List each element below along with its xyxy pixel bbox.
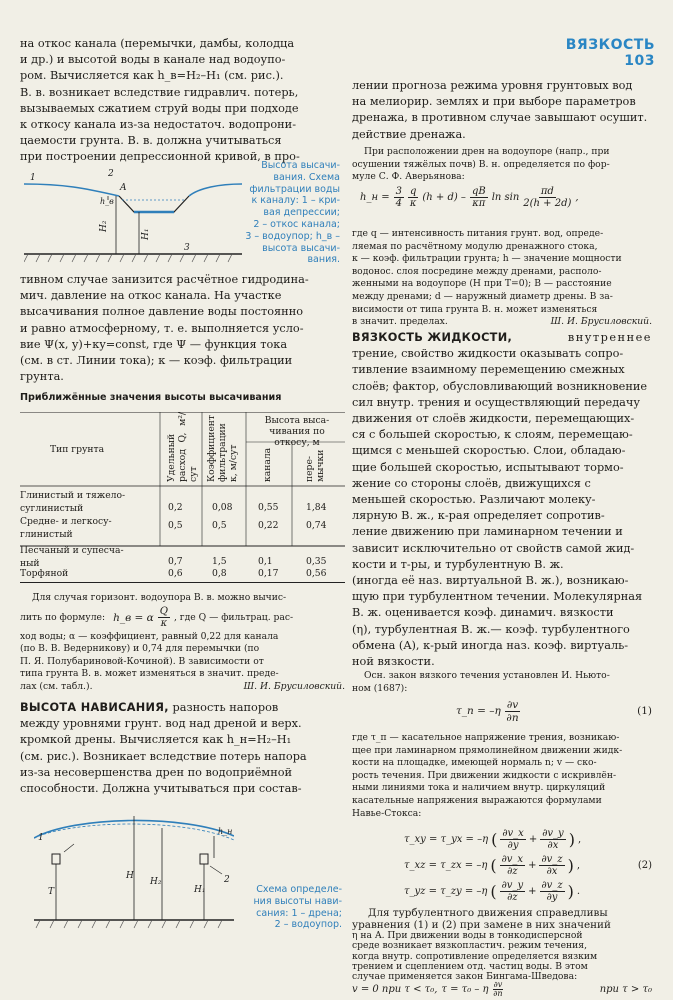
col-header-group: Высота выса- чивания по откосу, м xyxy=(264,415,330,448)
caption-line: Схема определе- xyxy=(256,884,342,895)
cell-canal: 0,1 xyxy=(258,556,273,567)
text-line: вие Ψ(x, y)+κy=const, где Ψ — функция тока xyxy=(20,337,288,351)
cell-q: 0,5 xyxy=(168,520,183,531)
text-line: между уровнями грунт. вод над дреной и верх. xyxy=(20,717,302,731)
text-line: меньшей скоростью. Различают молеку- xyxy=(352,493,596,507)
fraction-den: 4 xyxy=(395,198,402,209)
text-line: действие дренажа. xyxy=(352,127,466,141)
formula-part: при τ > τ₀ xyxy=(599,983,652,995)
newton-formula xyxy=(352,696,652,726)
formula-part: τ = τ₀ – η xyxy=(441,983,489,995)
text-line: цаемости грунта. В. в. должна учитываться xyxy=(20,134,282,148)
fraction xyxy=(493,981,504,998)
text-line: при построении депрессионной кривой, в про- xyxy=(20,150,300,164)
text-line: дренажа, в противном случае завышают осушит. xyxy=(352,111,648,125)
text-line: ся с большей скоростью, к слоям, перемещаю- xyxy=(352,428,633,442)
left-paragraph-2 xyxy=(20,272,345,385)
text-line: среде возникает вязкопластич. режим течения, xyxy=(352,940,588,952)
text-line: обмена (A), к-рый иногда наз. коэф. виртуаль- xyxy=(352,638,629,652)
author-signature: Ш. И. Брусиловский. xyxy=(550,316,652,328)
text-line: Осн. закон вязкого течения установлен И. Ньюто- xyxy=(364,670,610,681)
figure-label: 2 xyxy=(108,169,114,179)
text-line: ром. Вычисляется как h_в=H₂–H₁ (см. рис.). xyxy=(20,69,284,83)
table-row xyxy=(20,545,160,570)
bingham-formula xyxy=(352,980,652,998)
col-header-pere: пере- мычки xyxy=(304,449,326,482)
text-line: и др.) и высотой воды в канале над водоупо- xyxy=(20,53,286,67)
text-line: трение, свойство жидкости оказывать сопро- xyxy=(352,347,624,361)
text-line: женными на водоупоре (H при T=0); B — расстояние xyxy=(352,278,612,290)
caption-line: ния высоты нави- xyxy=(253,895,342,907)
text-line: (η), турбулентная В. ж.— коэф. турбулентного xyxy=(352,622,630,636)
period: . xyxy=(576,885,581,897)
text-line: ляемая по расчётному модулю дренажного стока, xyxy=(352,240,598,252)
left-paragraph-1 xyxy=(20,36,345,166)
fraction-den: ∂x xyxy=(546,865,558,877)
text-line: уравнения (1) и (2) при замене в них значений xyxy=(352,918,611,931)
text-line: трением и сцеплением отд. частиц воды. В этом xyxy=(352,960,588,972)
fraction-num: Q xyxy=(159,606,168,618)
comma: , xyxy=(576,859,580,871)
text-line: на откос канала (перемычки, дамбы, колодца xyxy=(20,37,295,50)
figure-label: 3 xyxy=(184,243,190,253)
text-line: тивном случае занизится расчётное гидродина- xyxy=(20,273,309,286)
caption-line: 2 – откос канала; xyxy=(253,218,340,230)
plus-sign: + xyxy=(528,859,537,871)
navier-stokes-formulas xyxy=(352,826,652,904)
cell-type: суглинистый xyxy=(20,502,84,514)
fraction-den: ∂z xyxy=(507,865,518,877)
text-line: разность напоров xyxy=(172,701,279,714)
text-line: щие большей скоростью, испытывают тормо- xyxy=(352,460,624,474)
cell-type: Глинистый и тяжело- xyxy=(20,490,126,501)
fraction-num: ∂v_x xyxy=(501,853,524,865)
fraction-den: ∂y xyxy=(507,839,519,851)
formula-lhs: τ_xy = τ_yx = –η xyxy=(404,833,489,845)
paren-open: ( xyxy=(491,829,498,849)
fraction-den: κ xyxy=(160,618,168,630)
cell-k: 0,08 xyxy=(212,502,233,513)
cell-canal: 0,22 xyxy=(258,520,279,531)
fraction-den: ∂z xyxy=(507,891,518,903)
text-line: типа грунта В. в. может изменяться в значит. преде- xyxy=(20,668,279,680)
page-number: 103 xyxy=(624,53,655,69)
cell-k: 1,5 xyxy=(212,556,227,567)
fraction xyxy=(500,880,525,903)
text-line: κ — коэф. фильтрации грунта; h — значение мощности xyxy=(352,253,622,265)
formula-part: , xyxy=(575,192,579,203)
left-paragraph-4 xyxy=(20,700,345,797)
fraction-num: 3 xyxy=(395,186,402,197)
right-paragraph-3 xyxy=(352,228,652,329)
formula-row xyxy=(352,826,652,852)
text-line: (см. рис.). Возникает вследствие потерь напора xyxy=(20,749,307,763)
text-line: слоёв; фактор, обусловливающий возникновение xyxy=(352,379,648,393)
author-signature: Ш. И. Брусиловский. xyxy=(243,680,345,692)
fraction-den: 2(h + 2d) xyxy=(523,198,572,209)
text-line: Для турбулентного движения справедливы xyxy=(368,907,608,919)
fraction-num: ∂v xyxy=(493,979,503,989)
paren-close: ) xyxy=(568,829,575,849)
caption-line: сания: 1 – дрена; xyxy=(256,907,342,919)
text-line: мич. давление на откос канала. На участке xyxy=(20,289,282,303)
fraction-den: ∂y xyxy=(546,891,558,903)
text-line xyxy=(20,700,345,716)
fraction-den: ∂n xyxy=(493,988,503,998)
text-line: на мелиорир. землях и при выборе параметров xyxy=(352,95,636,109)
text-line: лить по формуле: xyxy=(20,612,106,624)
fraction xyxy=(394,186,404,209)
table-row xyxy=(20,510,160,541)
fraction xyxy=(470,186,488,209)
figure-label: 1 xyxy=(30,173,36,183)
text-line: ление движению при ламинарном течении и xyxy=(352,525,623,539)
text-line: между дренами; d — наружный диаметр дрены. В за- xyxy=(352,290,613,302)
text-line: висимости от типа грунта В. н. может изменяться xyxy=(352,303,598,315)
caption-line: вания. xyxy=(307,254,340,266)
text-line: из-за несовершенства дрен по водоприёмной xyxy=(20,765,293,779)
formula-lhs: h_в = α xyxy=(113,611,154,624)
text-line: щую при турбулентном течении. Молекулярная xyxy=(352,590,643,604)
caption-line: Высота высачи- xyxy=(261,160,340,171)
right-paragraph-2 xyxy=(352,146,652,184)
cell-k: 0,5 xyxy=(212,520,227,531)
text-line: При расположении дрен на водоупоре (напр., при xyxy=(364,146,610,157)
text-line: где τ_п — касательное напряжение трения, возникаю- xyxy=(352,732,620,743)
figure-2-caption xyxy=(234,884,342,931)
fraction-num: ∂v xyxy=(506,698,519,711)
equation-number: (1) xyxy=(637,705,652,717)
fraction-den: ∂x xyxy=(547,839,559,851)
averyanov-formula xyxy=(360,186,650,209)
text-line: кости на площадке, имеющей нормаль n; v — ско- xyxy=(352,757,597,769)
text-line: муле С. Ф. Аверьянова: xyxy=(352,171,465,183)
cell-pere: 1,84 xyxy=(306,502,327,513)
plus-sign: + xyxy=(528,885,537,897)
plus-sign: + xyxy=(528,833,538,845)
paren-open: ( xyxy=(490,855,497,875)
text-line: сил внутр. трения и осуществляющий передачу xyxy=(352,395,641,409)
fraction xyxy=(408,186,418,209)
text-line: когда внутр. сопротивление определяется вязким xyxy=(352,950,598,962)
cell-type: Средне- и легкосу- xyxy=(20,516,112,527)
col-header-canal: канала xyxy=(262,447,273,482)
text-line: зависит исключительно от свойств самой жид- xyxy=(352,541,635,555)
text-line: лении прогноза режима уровня грунтовых вод xyxy=(352,79,633,92)
fraction-den: κπ xyxy=(472,198,486,209)
text-line: рость течения. При движении жидкости с искривлён- xyxy=(352,769,617,781)
col-header-q: Удельный расход Q, м²/сут xyxy=(166,412,199,482)
col-header-k: Коэффициент фильтрации κ, м/сут xyxy=(206,415,239,482)
fraction xyxy=(505,699,520,724)
fraction xyxy=(540,880,565,903)
fraction-num: ∂v_y xyxy=(542,827,564,839)
text-line: лах (см. табл.). xyxy=(20,680,93,692)
paren-close: ) xyxy=(567,881,574,901)
comma: , xyxy=(577,833,582,845)
cell-q: 0,7 xyxy=(168,556,183,567)
figure-1-caption xyxy=(232,160,340,266)
equation-number: (2) xyxy=(637,859,652,871)
text-line: водонос. слоя посредине между дренами, располо- xyxy=(352,265,602,277)
caption-line: вания. Схема xyxy=(273,171,340,183)
fraction xyxy=(523,186,571,209)
cell-type: ный xyxy=(20,557,40,569)
figure-label: A xyxy=(120,183,127,193)
fraction xyxy=(540,828,565,851)
text-line: ном (1687): xyxy=(352,682,408,694)
figure-label: H xyxy=(126,871,134,881)
text-line: кромкой дрены. Вычисляется как h_н=H₂–H₁ xyxy=(20,733,292,747)
right-paragraph-5 xyxy=(352,670,652,695)
text-line: где q — интенсивность питания грунт. вод, опреде- xyxy=(352,228,604,239)
text-line: и равно атмосферному, т. е. выполняется усло- xyxy=(20,321,304,335)
text-line: Для случая горизонт. водоупора В. в. можно вычис- xyxy=(32,592,287,603)
caption-line: к каналу: 1 – кри- xyxy=(251,195,340,207)
text-line: случае применяется закон Бингама-Шведова: xyxy=(352,971,578,982)
formula-lhs: h_н = xyxy=(360,192,390,203)
cell-canal: 0,55 xyxy=(258,502,279,513)
text-line: касательные напряжения выражаются формулами xyxy=(352,794,602,806)
text-line: (по В. В. Ведерникову) и 0,74 для перемычки (по xyxy=(20,643,260,655)
formula-part: (h + d) – xyxy=(422,192,466,203)
formula-part: ln sin xyxy=(491,192,520,203)
text-line: щее при ламинарном прямолинейном движении жидк- xyxy=(352,744,623,756)
fraction-den: κ xyxy=(409,198,417,209)
figure-label: 2 xyxy=(224,875,230,885)
text-line: вызываемых сжатием струй воды при подходе xyxy=(20,101,299,115)
seepage-diagram xyxy=(24,166,242,266)
fraction-num: ∂v_z xyxy=(541,879,563,891)
cell-pere: 0,35 xyxy=(306,556,327,567)
text-line: к откосу канала из-за недостаточ. водопрони- xyxy=(20,118,297,132)
drain-diagram xyxy=(34,808,234,938)
text-line xyxy=(352,330,652,346)
figure-label: h_н xyxy=(218,827,233,836)
text-line xyxy=(20,681,345,694)
text-line: лярную В. ж., к-рая определяет сопротив- xyxy=(352,509,605,523)
fraction xyxy=(500,854,525,877)
text-line xyxy=(352,316,652,329)
text-line: ход воды; α — коэффициент, равный 0,22 для канала xyxy=(20,630,279,642)
figure-label: 1 xyxy=(38,833,44,843)
fraction-num: ∂v_z xyxy=(541,853,563,865)
article-term: ВЫСОТА НАВИСАНИЯ, xyxy=(20,701,169,714)
cell-k: 0,8 xyxy=(212,568,227,579)
text-line: η на A. При движении воды в тонкодисперсной xyxy=(352,930,583,942)
fraction xyxy=(539,854,564,877)
formula-lhs: τ_xz = τ_zx = –η xyxy=(404,859,488,871)
cell-canal: 0,17 xyxy=(258,568,279,579)
text-line: В. в. возникает вследствие гидравлич. потерь, xyxy=(20,85,299,99)
figure-label: H₁ xyxy=(194,885,206,895)
cell-pere: 0,56 xyxy=(306,568,327,579)
paren-open: ( xyxy=(490,881,497,901)
col-header-type: Тип грунта xyxy=(50,444,105,455)
right-paragraph-6 xyxy=(352,732,652,820)
cell-pere: 0,74 xyxy=(306,520,327,531)
text-line: Навье-Стокса: xyxy=(352,807,422,819)
fraction-num: ∂v_y xyxy=(501,879,524,891)
text-line: щимся с меньшей скоростью. Слои, обладаю- xyxy=(352,444,626,458)
text-line: осушении тяжёлых почв) В. н. определяется по фор- xyxy=(352,158,610,170)
left-paragraph-3 xyxy=(20,592,345,694)
table-row: Торфяной xyxy=(20,568,69,579)
figure-label: H₂ xyxy=(99,220,109,232)
figure-label: H₁ xyxy=(141,228,151,240)
figure-label: h_в xyxy=(100,197,114,206)
text-line: ными линиями тока и наличием внутр. циркуляций xyxy=(352,782,606,794)
table-bottom-rule xyxy=(20,582,345,583)
formula-lhs: τ_yz = τ_zy = –η xyxy=(404,885,488,897)
paren-close: ) xyxy=(567,855,574,875)
figure-label: T xyxy=(48,887,55,897)
text-line: (иногда её наз. виртуальной В. ж.), возникаю- xyxy=(352,574,629,588)
formula-row xyxy=(352,878,652,904)
fraction-num: q xyxy=(409,186,417,197)
text-line: движения от слоёв жидкости, перемещающих- xyxy=(352,412,635,426)
figure-label: H₂ xyxy=(150,877,162,887)
text-line: в значит. пределах. xyxy=(352,316,448,328)
fraction xyxy=(500,828,525,851)
text-line: В. ж. оценивается коэф. динамич. вязкости xyxy=(352,606,614,620)
text-line: П. Я. Полубариновой-Кочиной). В зависимости от xyxy=(20,655,264,667)
caption-line: фильтрации воды xyxy=(249,183,340,195)
cell-type: Песчаный и супесча- xyxy=(20,545,124,556)
table-title: Приближённые значения высоты высачивания xyxy=(20,392,282,403)
fraction-num: qB xyxy=(471,186,486,197)
fraction-den: ∂n xyxy=(506,711,519,724)
text-line: тивление взаимному перемещению смежных xyxy=(352,363,625,377)
text-line: (см. в ст. Линии тока); κ — коэф. фильтрации xyxy=(20,354,293,368)
right-paragraph-7 xyxy=(352,908,652,982)
cell-q: 0,2 xyxy=(168,502,183,513)
text-line: грунта. xyxy=(20,370,64,384)
formula-part: v = 0 при τ < τ₀, xyxy=(352,983,438,995)
text-line: , где Q — фильтрац. рас- xyxy=(173,612,294,624)
fraction xyxy=(158,606,170,629)
formula-lhs: τ_п = –η xyxy=(456,705,501,717)
text-line: кости и т-ры, и турбулентную В. ж. xyxy=(352,557,564,571)
cell-q: 0,6 xyxy=(168,568,183,579)
right-paragraph-1 xyxy=(352,78,652,143)
article-term: ВЯЗКОСТЬ ЖИДКОСТИ, xyxy=(352,331,513,344)
fraction-num: πd xyxy=(540,186,554,197)
text-line: внутреннее xyxy=(567,331,652,344)
text-line: жение со стороны слоёв, движущихся с xyxy=(352,476,591,490)
caption-line: высота высачи- xyxy=(262,242,340,254)
fraction-num: ∂v_x xyxy=(502,827,524,839)
text-line: высачивания полное давление воды постоянно xyxy=(20,305,304,319)
formula-line xyxy=(20,605,345,631)
running-header xyxy=(530,37,655,69)
right-paragraph-4 xyxy=(352,330,652,670)
header-title: ВЯЗКОСТЬ xyxy=(565,37,655,53)
formula-row xyxy=(352,852,652,878)
cell-type: глинистый xyxy=(20,528,73,540)
text-line: способности. Должна учитываться при состав- xyxy=(20,782,302,796)
caption-line: 3 – водоупор; h_в – xyxy=(245,230,340,242)
caption-line: 2 – водоупор. xyxy=(274,919,342,931)
caption-line: вая депрессии; xyxy=(263,207,340,219)
text-line: ной вязкости. xyxy=(352,655,435,669)
